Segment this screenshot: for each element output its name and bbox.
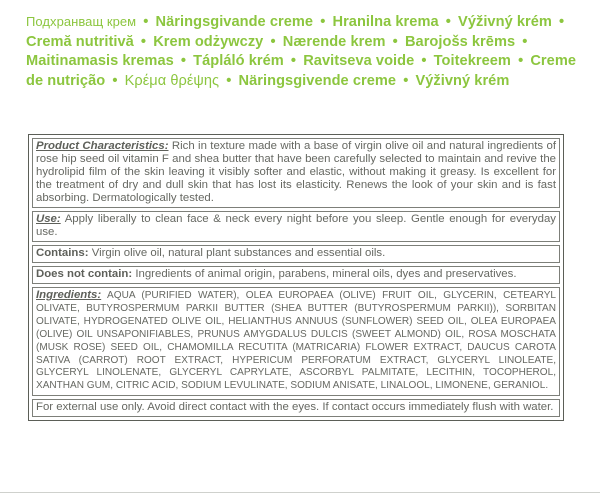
separator-dot: • [140, 33, 147, 50]
use-text: Apply liberally to clean face & neck every night before you sleep. Gentle enough for everyday use. [36, 213, 556, 238]
use-label: Use: [36, 213, 61, 225]
contains-text: Virgin olive oil, natural plant substances and essential oils. [88, 247, 386, 259]
does-not-contain-text: Ingredients of animal origin, parabens, mineral oils, dyes and preservatives. [132, 268, 517, 280]
translation-pt: Creme de nutrição [26, 53, 577, 89]
translation-pl: Krem odżywczy [153, 33, 264, 50]
does-not-contain-label: Does not contain: [36, 268, 133, 280]
translation-fi: Ravitseva voide [303, 53, 415, 70]
separator-dot: • [421, 53, 427, 70]
translation-bg: Подхранващ крем [26, 14, 137, 29]
product-name-translations [26, 12, 578, 91]
separator-dot: • [226, 72, 232, 89]
ingredients-section [32, 287, 560, 396]
translation-ro: Cremă nutritivă [26, 33, 134, 50]
translation-no: Nærende krem [282, 33, 386, 50]
translation-lv: Barojošs krēms [404, 33, 516, 50]
translation-lt: Maitinamasis kremas [26, 53, 174, 70]
ingredients-label: Ingredients: [36, 289, 102, 301]
separator-dot: • [445, 14, 451, 30]
translation-sk: Výživný krém [415, 72, 510, 89]
separator-dot: • [270, 33, 276, 50]
translation-el: Κρέμα θρέψης [124, 72, 220, 89]
separator-dot: • [403, 72, 409, 89]
separator-dot: • [180, 53, 187, 70]
translation-sv: Näringsgivande creme [155, 14, 314, 30]
characteristics-text: Rich in texture made with a base of virgin olive oil and natural ingredients of rose hip seed oil vitamin F and shea butter that have been carefully selected to maintain and revive the hydrolipid film of the skin leaving it visibly softer and elastic, without making it greasy. Is excellent for the treatment of dry and dull skin that has lost its elasticity. Renews the look of your skin and is fast absorbing. Dermatologically tested. [36, 140, 556, 204]
ingredients-text: AQUA (PURIFIED WATER), OLEA EUROPAEA (OLIVE) FRUIT OIL, GLYCERIN, CETEARYL OLIVATE, BUTYROSPERMUM PARKII BUTTER (SHEA BUTTER (BUTYROSPERMUM PARKII)), SORBITAN OLIVATE, HYDROGENATED OLIVE OIL, HELIANTHUS ANNUUS (SUNFLOWER) SEED OIL, OLEA EUROPAEA (OLIVE) OIL UNSAPONIFIABLES, PRUNUS AMYGDALUS DULCIS (SWEET ALMOND) OIL, ROSA MOSCHATA (MUSK ROSE) SEED OIL, CHAMOMILLA RECUTITA (MATRICARIA) FLOWER EXTRACT, DAUCUS CAROTA SATIVA (CARROT) ROOT EXTRACT, HYPERICUM PERFORATUM EXTRACT, GLYCERYL LINOLEATE, GLYCERYL LINOLENATE, GLYCERYL CAPRYLATE, ASCORBYL PALMITATE, LECITHIN, TOCOPHEROL, XANTHAN GUM, CITRIC ACID, SODIUM LEVULINATE, SODIUM ANISATE, LINALOOL, LIMONENE, GERANIOL. [36, 290, 556, 392]
separator-dot: • [392, 33, 398, 50]
characteristics-section [32, 138, 560, 208]
does-not-contain-section [32, 266, 560, 284]
translation-hu: Tápláló krém [193, 53, 284, 70]
separator-dot: • [112, 72, 118, 89]
separator-dot: • [143, 14, 149, 30]
translation-sl: Hranilna krema [332, 14, 439, 30]
translation-da: Näringsgivende creme [238, 72, 397, 89]
separator-dot: • [522, 33, 528, 50]
characteristics-label: Product Characteristics: [36, 140, 169, 152]
separator-dot: • [320, 14, 326, 30]
translation-et: Toitekreem [433, 53, 511, 70]
translation-cs: Výživný krém [458, 14, 552, 30]
warning-section [32, 399, 560, 417]
contains-section [32, 245, 560, 263]
use-section [32, 211, 560, 242]
product-info-panel [28, 134, 564, 421]
separator-dot: • [518, 53, 524, 70]
separator-dot: • [559, 14, 565, 30]
separator-dot: • [290, 53, 297, 70]
warning-text: For external use only. Avoid direct contact with the eyes. If contact occurs immediately flush with water. [36, 401, 554, 414]
contains-label: Contains: [36, 247, 89, 259]
